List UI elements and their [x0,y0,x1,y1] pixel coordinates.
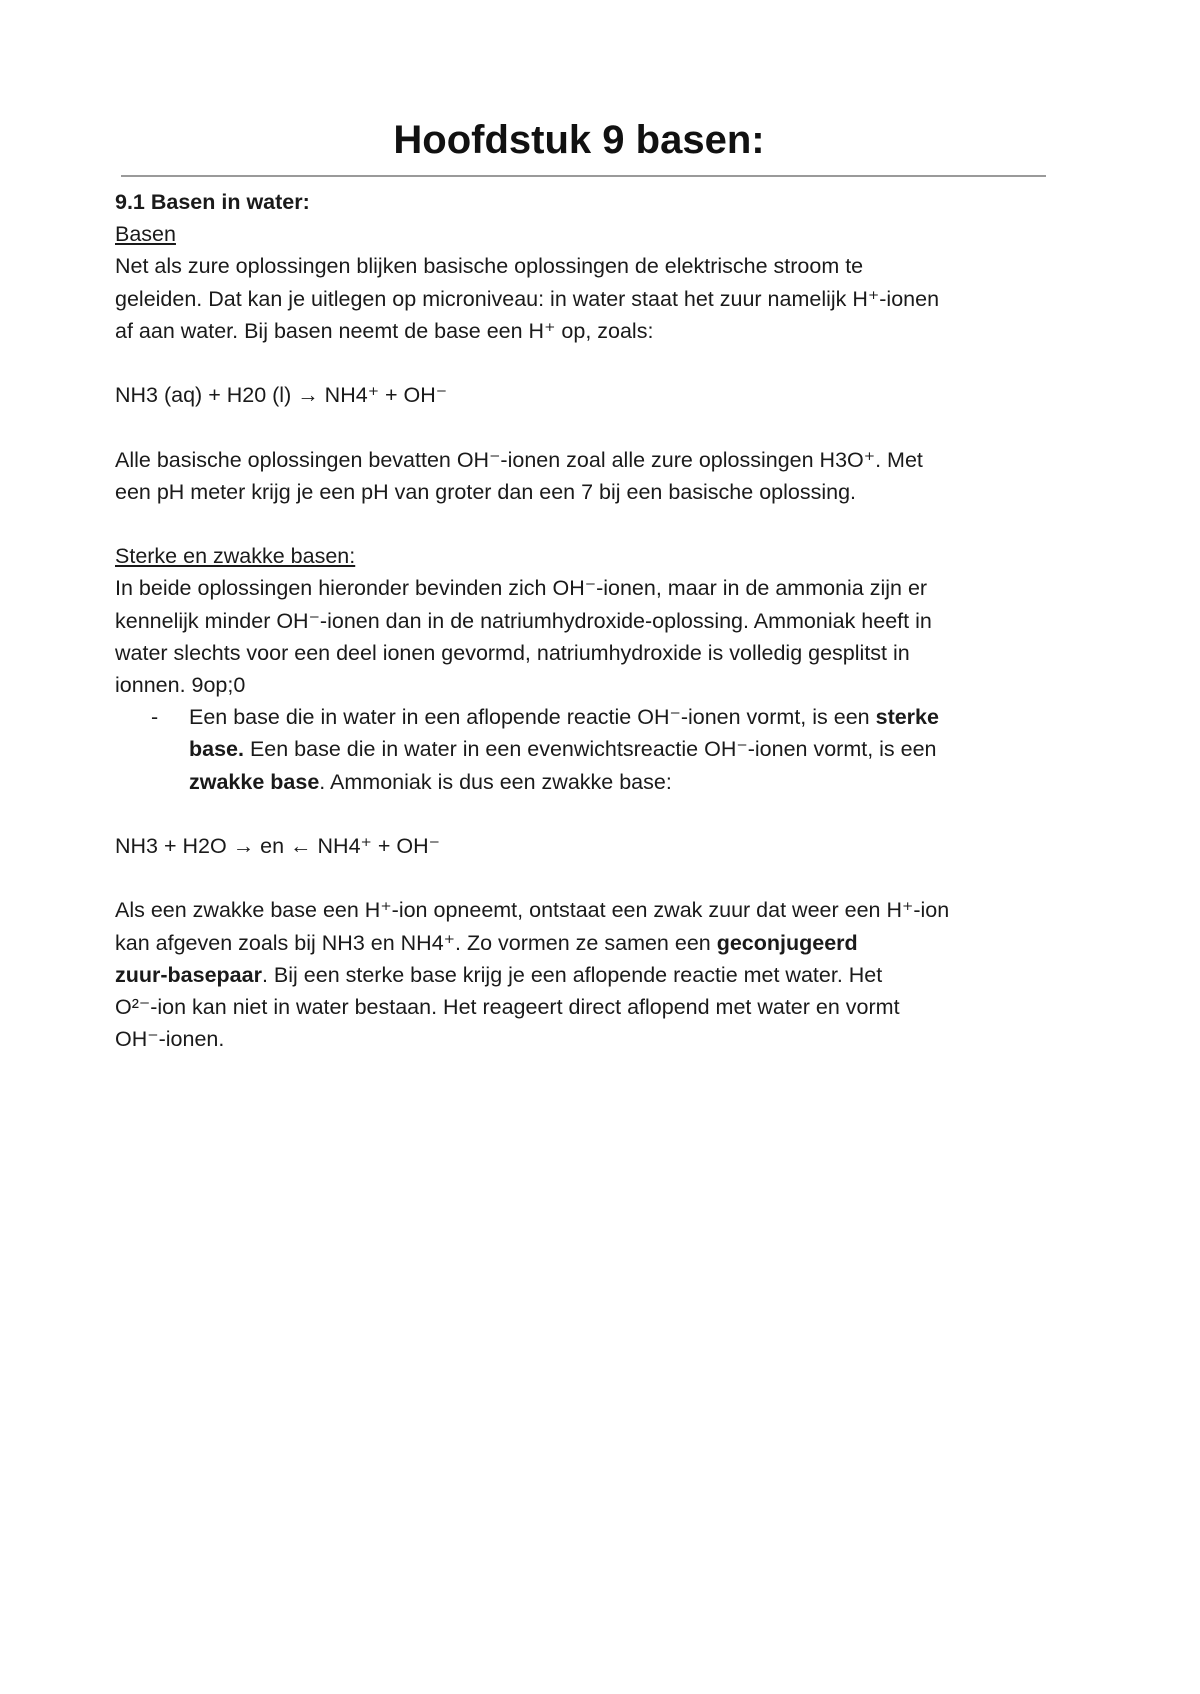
bullet-bold-term: base. [189,737,244,762]
bullet-item [115,701,1060,798]
paragraph-4-line: O²⁻-ion kan niet in water bestaan. Het reageert direct aflopend met water en vormt [115,995,900,1019]
subheading-basen: Basen [115,222,176,247]
paragraph-4-bold-term: zuur-basepaar [115,962,262,987]
paragraph-4-line [115,959,1060,991]
blank-line [115,508,1060,540]
paragraph-4-line [115,927,1060,959]
blank-line [115,798,1060,830]
bullet-dash: - [151,705,159,730]
paragraph-4 [115,894,1060,1055]
equation-1: NH3 (aq) + H20 (l) → NH4⁺ + OH⁻ [115,383,448,408]
paragraph-2 [115,444,1060,508]
section-heading: 9.1 Basen in water: [115,190,310,214]
title-divider [121,175,1046,177]
paragraph-4-line: OH⁻-ionen. [115,1027,225,1052]
paragraph-3-line: ionnen. 9op;0 [115,673,246,697]
paragraph-3-line: kennelijk minder OH⁻-ionen dan in de natriumhydroxide-oplossing. Ammoniak heeft in [115,608,932,633]
page-title: Hoofdstuk 9 basen: [393,118,765,162]
bullet-line [189,733,1060,765]
subheading-sterke-zwakke: Sterke en zwakke basen: [115,544,356,569]
paragraph-2-line: Alle basische oplossingen bevatten OH⁻-ionen zoal alle zure oplossingen H3O⁺. Met [115,447,923,472]
bullet-text: . Ammoniak is dus een zwakke base: [319,769,672,794]
paragraph-4-bold-term: geconjugeerd [716,930,858,955]
paragraph-1-line: af aan water. Bij basen neemt de base een H⁺ op, zoals: [115,318,654,343]
blank-line [115,411,1060,443]
paragraph-3-line: In beide oplossingen hieronder bevinden zich OH⁻-ionen, maar in de ammonia zijn er [115,576,928,601]
paragraph-1 [115,250,1060,347]
equation-2: NH3 + H2O → en ← NH4⁺ + OH⁻ [115,834,440,858]
bullet-bold-term: sterke [875,705,939,730]
paragraph-3-line: water slechts voor een deel ionen gevormd, natriumhydroxide is volledig gesplitst in [115,640,910,665]
blank-line [115,347,1060,379]
bullet-bold-term: zwakke base [189,769,320,794]
bullet-text: Een base die in water in een evenwichtsreactie OH⁻-ionen vormt, is een [243,737,937,762]
paragraph-1-line: Net als zure oplossingen blijken basische oplossingen de elektrische stroom te [115,254,864,279]
paragraph-4-line: Als een zwakke base een H⁺-ion opneemt, ontstaat een zwak zuur dat weer een H⁺-ion [115,898,950,923]
bullet-line [189,701,1060,733]
paragraph-3 [115,572,1060,701]
paragraph-2-line: een pH meter krijg je een pH van groter dan een 7 bij een basische oplossing. [115,479,857,504]
bullet-line [189,766,1060,798]
blank-line [115,862,1060,894]
paragraph-4-text: . Bij een sterke base krijg je een aflopende reactie met water. Het [261,962,883,987]
bullet-text: Een base die in water in een aflopende reactie OH⁻-ionen vormt, is een [189,705,876,730]
paragraph-1-line: geleiden. Dat kan je uitlegen op microniveau: in water staat het zuur namelijk H⁺-ionen [115,286,940,311]
document-body [115,186,1060,1055]
paragraph-4-text: kan afgeven zoals bij NH3 en NH4⁺. Zo vormen ze samen een [115,930,717,955]
